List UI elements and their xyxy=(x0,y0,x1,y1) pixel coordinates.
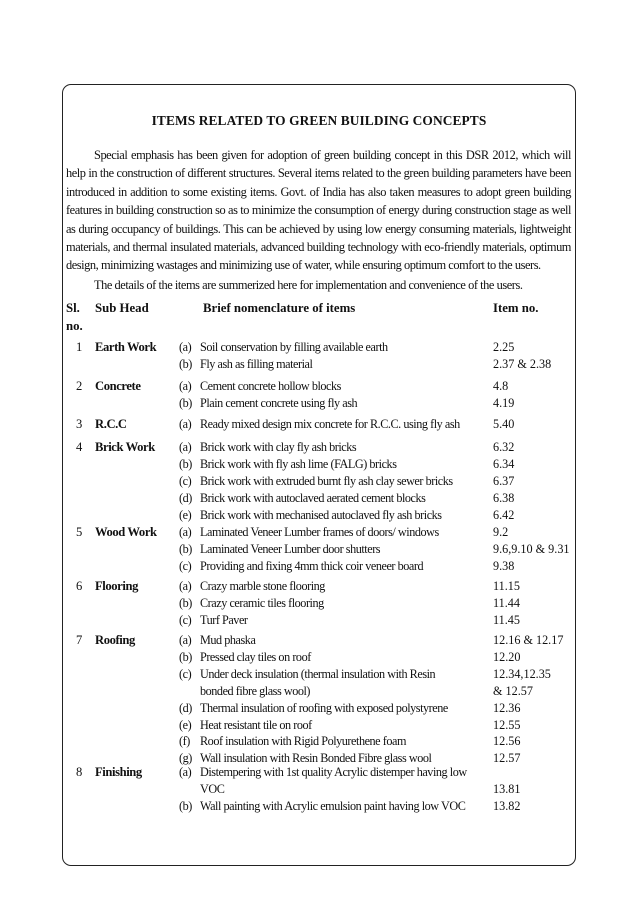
row-letter: (a) xyxy=(179,417,192,431)
row-description: Laminated Veneer Lumber door shutters xyxy=(200,541,381,556)
row-description: Heat resistant tile on roof xyxy=(200,717,312,732)
row-item-number: 5.40 xyxy=(493,417,515,431)
row-description: Wall insulation with Resin Bonded Fibre glass wool xyxy=(200,751,432,766)
row-description: Turf Paver xyxy=(200,612,248,627)
row-item-number: 9.6,9.10 & 9.31 xyxy=(493,541,570,556)
row-letter: (c) xyxy=(179,558,192,573)
row-description: Brick work with mechanised autoclaved fly ash bricks xyxy=(200,507,442,522)
table-row xyxy=(0,595,638,612)
row-description: Mud phaska xyxy=(200,633,256,647)
row-item-number: 12.16 & 12.17 xyxy=(493,633,564,647)
row-letter: (a) xyxy=(179,525,192,539)
sub-head: Earth Work xyxy=(95,340,157,354)
table-row xyxy=(0,378,638,395)
serial-number: 8 xyxy=(76,765,83,779)
row-letter: (g) xyxy=(179,751,192,766)
row-letter: (e) xyxy=(179,717,192,732)
table-row xyxy=(0,473,638,490)
row-description: Wall painting with Acrylic emulsion paint having low VOC xyxy=(200,798,466,813)
row-item-number: 2.37 & 2.38 xyxy=(493,356,552,371)
table-row xyxy=(0,439,638,456)
table-row xyxy=(0,632,638,649)
row-description: Under deck insulation (thermal insulation with Resin xyxy=(200,666,436,681)
sub-head: Wood Work xyxy=(95,525,157,539)
sub-head: Brick Work xyxy=(95,440,155,454)
row-item-number: 11.15 xyxy=(493,579,520,593)
row-letter: (f) xyxy=(179,734,190,749)
table-row xyxy=(0,717,638,734)
row-letter: (a) xyxy=(179,340,192,354)
row-letter: (c) xyxy=(179,612,192,627)
row-letter: (e) xyxy=(179,507,192,522)
row-item-number: 12.20 xyxy=(493,649,521,664)
serial-number: 2 xyxy=(76,379,83,393)
table-row xyxy=(0,578,638,595)
row-item-number: 9.38 xyxy=(493,558,515,573)
row-letter: (b) xyxy=(179,395,192,410)
table-row xyxy=(0,798,638,815)
row-letter: (b) xyxy=(179,541,192,556)
sub-head: Flooring xyxy=(95,579,138,593)
row-letter: (b) xyxy=(179,456,192,471)
row-description: Providing and fixing 4mm thick coir veneer board xyxy=(200,558,424,573)
row-description: Fly ash as filling material xyxy=(200,356,313,371)
row-description: Soil conservation by filling available earth xyxy=(200,340,388,354)
table-row xyxy=(0,524,638,541)
sl-header xyxy=(66,299,83,335)
table-row xyxy=(0,764,638,781)
row-description: Laminated Veneer Lumber frames of doors/ windows xyxy=(200,525,439,539)
row-item-number: 12.56 xyxy=(493,734,521,749)
table-row xyxy=(0,733,638,750)
row-letter: (c) xyxy=(179,473,192,488)
row-description: Brick work with autoclaved aerated cement blocks xyxy=(200,490,426,505)
serial-number: 5 xyxy=(76,525,83,539)
row-letter: (a) xyxy=(179,440,192,454)
row-item-number: 6.34 xyxy=(493,456,515,471)
table-row xyxy=(0,649,638,666)
serial-number: 3 xyxy=(76,417,83,431)
row-item-number: 12.36 xyxy=(493,700,521,715)
row-letter: (a) xyxy=(179,633,192,647)
sl-header-line2: no. xyxy=(66,319,83,333)
table-row xyxy=(0,541,638,558)
row-letter: (d) xyxy=(179,490,192,505)
serial-number: 6 xyxy=(76,579,83,593)
summary-paragraph: The details of the items are summerized here for implementation and convenience of the users. xyxy=(94,278,523,292)
serial-number: 1 xyxy=(76,340,83,354)
table-row xyxy=(0,356,638,373)
intro-paragraph: Special emphasis has been given for adoption of green building concept in this DSR 2012, which will help in the construction of different structures. Several items related to the green building parameters have been introduced in addition to some existing items. Govt. of India has also taken measures to adopt green building features in building construction so as to minimize the consumption of energy during construction stage as well as during occupancy of buildings. This can be achieved by using low energy consuming materials, lightweight materials, and thermal insulated materials, advanced building technology with eco-friendly materials, optimum design, minimizing wastages and minimizing use of water, while ensuring optimum comfort to the users. xyxy=(66,148,571,273)
table-row xyxy=(0,416,638,433)
table-row xyxy=(0,456,638,473)
sl-header-line1: Sl. xyxy=(66,301,80,315)
table-row xyxy=(0,395,638,412)
sub-head: R.C.C xyxy=(95,417,127,431)
row-item-number: 13.81 xyxy=(493,781,521,796)
row-item-number: 2.25 xyxy=(493,340,515,354)
row-item-number: 11.44 xyxy=(493,595,520,610)
table-row xyxy=(0,507,638,524)
page-title: ITEMS RELATED TO GREEN BUILDING CONCEPTS xyxy=(151,113,487,128)
table-row xyxy=(0,781,638,798)
nomenclature-header: Brief nomenclature of items xyxy=(203,301,356,315)
serial-number: 4 xyxy=(76,440,83,454)
row-letter: (a) xyxy=(179,379,192,393)
table-row xyxy=(0,683,638,700)
row-letter: (d) xyxy=(179,700,192,715)
row-description: Crazy marble stone flooring xyxy=(200,579,325,593)
row-item-number: 4.19 xyxy=(493,395,515,410)
row-letter: (a) xyxy=(179,765,192,779)
row-description: Brick work with fly ash lime (FALG) bricks xyxy=(200,456,397,471)
row-item-number: & 12.57 xyxy=(493,683,533,698)
row-description: Pressed clay tiles on roof xyxy=(200,649,311,664)
row-description: Thermal insulation of roofing with exposed polystyrene xyxy=(200,700,448,715)
row-description: Roof insulation with Rigid Polyurethene foam xyxy=(200,734,406,749)
row-letter: (c) xyxy=(179,666,192,681)
row-item-number: 12.34,12.35 xyxy=(493,666,551,681)
serial-number: 7 xyxy=(76,633,83,647)
row-item-number: 12.57 xyxy=(493,751,521,766)
row-description: Crazy ceramic tiles flooring xyxy=(200,595,324,610)
table-row xyxy=(0,490,638,507)
row-description: Distempering with 1st quality Acrylic distemper having low xyxy=(200,765,467,779)
table-row xyxy=(0,558,638,575)
sub-head: Finishing xyxy=(95,765,142,779)
row-letter: (b) xyxy=(179,356,192,371)
row-item-number: 6.32 xyxy=(493,440,515,454)
row-letter: (b) xyxy=(179,798,192,813)
item-no-header: Item no. xyxy=(493,301,539,315)
row-item-number: 4.8 xyxy=(493,379,509,393)
row-description: Ready mixed design mix concrete for R.C.C. using fly ash xyxy=(200,417,460,431)
table-row xyxy=(0,339,638,356)
row-description: Brick work with extruded burnt fly ash clay sewer bricks xyxy=(200,473,453,488)
table-row xyxy=(0,612,638,629)
row-item-number: 6.38 xyxy=(493,490,515,505)
sub-head-header: Sub Head xyxy=(95,301,149,315)
sub-head: Concrete xyxy=(95,379,141,393)
row-item-number: 12.55 xyxy=(493,717,521,732)
row-letter: (a) xyxy=(179,579,192,593)
row-item-number: 9.2 xyxy=(493,525,509,539)
table-row xyxy=(0,700,638,717)
row-item-number: 13.82 xyxy=(493,798,521,813)
row-description: VOC xyxy=(200,781,225,796)
row-item-number: 6.42 xyxy=(493,507,515,522)
row-item-number: 11.45 xyxy=(493,612,520,627)
row-description: Plain cement concrete using fly ash xyxy=(200,395,358,410)
row-description: Brick work with clay fly ash bricks xyxy=(200,440,357,454)
row-letter: (b) xyxy=(179,649,192,664)
sub-head: Roofing xyxy=(95,633,135,647)
row-description: bonded fibre glass wool) xyxy=(200,683,311,698)
row-letter: (b) xyxy=(179,595,192,610)
row-description: Cement concrete hollow blocks xyxy=(200,379,341,393)
table-row xyxy=(0,666,638,683)
row-item-number: 6.37 xyxy=(493,473,515,488)
